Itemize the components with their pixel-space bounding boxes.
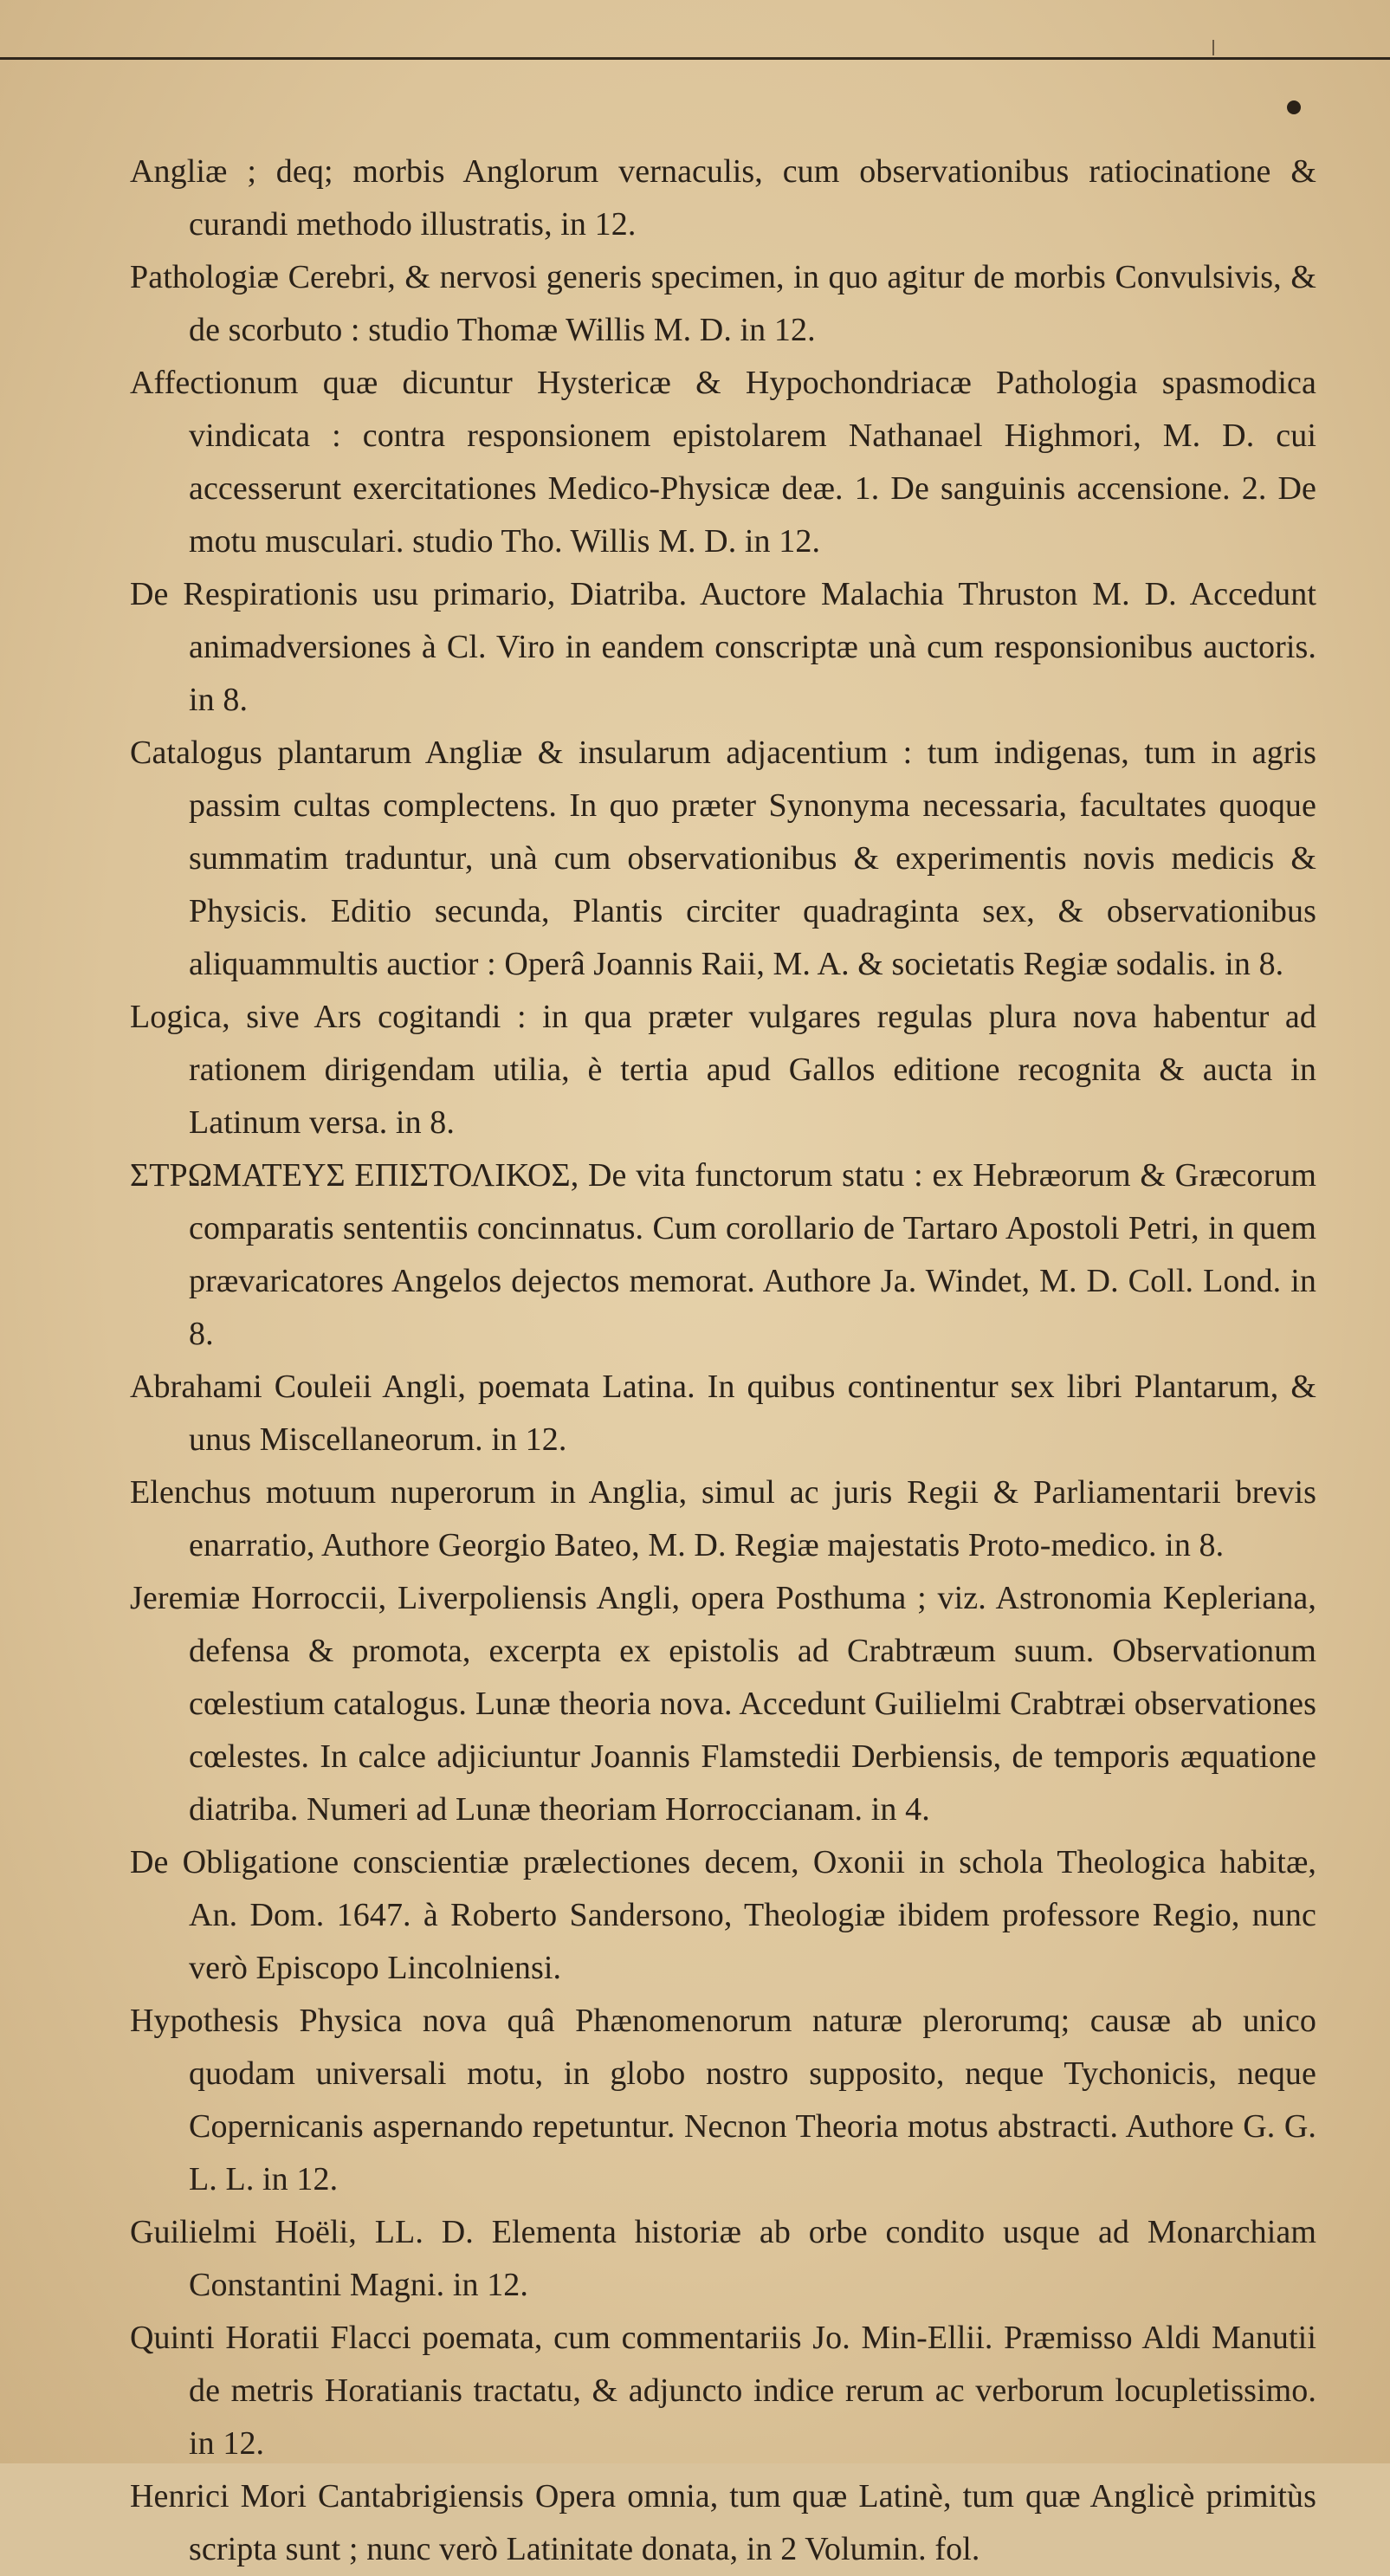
catalogue-entry: Elenchus motuum nuperorum in Anglia, simul ac juris Regii & Parliamentarii brevis enarratio, Authore Georgio Bateo, M. D. Regiæ majestatis Proto-medico. in 8.: [130, 1474, 1316, 1563]
catalogue-entry: ΣΤΡΩΜΑΤΕΥΣ ΕΠΙΣΤΟΛΙΚΟΣ, De vita functorum statu : ex Hebræorum & Græcorum comparatis sententiis concinnatus. Cum corollario de Tartaro Apostoli Petri, in quem prævaricatores Angelos dejectos memorat. Authore Ja. Windet, M. D. Coll. Lond. in 8.: [130, 1157, 1316, 1352]
ink-blot: [1287, 100, 1301, 114]
catalogue-entry: Guilielmi Hoëli, LL. D. Elementa historiæ ab orbe condito usque ad Monarchiam Constantini Magni. in 12.: [130, 2214, 1316, 2303]
catalogue-entry: Angliæ ; deq; morbis Anglorum vernaculis, cum observationibus ratiocinatione & curandi methodo illustratis, in 12.: [130, 153, 1316, 243]
catalogue-entry: Affectionum quæ dicuntur Hystericæ & Hypochondriacæ Pathologia spasmodica vindicata : contra responsionem epistolarem Nathanael Highmori, M. D. cui accesserunt exercitationes Medico-Physicæ deæ. 1. De sanguinis accensione. 2. De motu musculari. studio Tho. Willis M. D. in 12.: [130, 365, 1316, 560]
catalogue-entry: Abrahami Couleii Angli, poemata Latina. In quibus continentur sex libri Plantarum, & unus Miscellaneorum. in 12.: [130, 1369, 1316, 1458]
catalogue-entry: De Obligatione conscientiæ prælectiones decem, Oxonii in schola Theologica habitæ, An. Dom. 1647. à Roberto Sandersono, Theologiæ ibidem professore Regio, nunc verò Episcopo Lincolniensi.: [130, 1844, 1316, 1986]
catalogue-entry: Henrici Mori Cantabrigiensis Opera omnia, tum quæ Latinè, tum quæ Anglicè primitùs scripta sunt ; nunc verò Latinitate donata, in 2 Volumin. fol.: [130, 2478, 1316, 2567]
catalogue-entry: Jeremiæ Horroccii, Liverpoliensis Angli, opera Posthuma ; viz. Astronomia Kepleriana, defensa & promota, excerpta ex epistolis ad Crabtræum suum. Observationum cœlestium catalogus. Lunæ theoria nova. Accedunt Guilielmi Crabtræi observationes cœlestes. In calce adjiciuntur Joannis Flamstedii Derbiensis, de temporis æquatione diatriba. Numeri ad Lunæ theoriam Horroccianam. in 4.: [130, 1580, 1316, 1828]
catalogue-entry: Logica, sive Ars cogitandi : in qua præter vulgares regulas plura nova habentur ad rationem dirigendam utilia, è tertia apud Gallos editione recognita & aucta in Latinum versa. in 8.: [130, 999, 1316, 1141]
catalogue-entry: Catalogus plantarum Angliæ & insularum adjacentium : tum indigenas, tum in agris passim cultas complectens. In quo præter Synonyma necessaria, facultates quoque summatim traduntur, unà cum observationibus & experimentis novis medicis & Physicis. Editio secunda, Plantis circiter quadraginta sex, & observationibus aliquammultis auctior : Operâ Joannis Raii, M. A. & societatis Regiæ sodalis. in 8.: [130, 735, 1316, 982]
header-rule: [0, 57, 1390, 60]
catalogue-entry: De Respirationis usu primario, Diatriba. Auctore Malachia Thruston M. D. Accedunt animadversiones à Cl. Viro in eandem conscriptæ unà cum responsionibus auctoris. in 8.: [130, 576, 1316, 718]
catalogue-entry: Pathologiæ Cerebri, & nervosi generis specimen, in quo agitur de morbis Convulsivis, & de scorbuto : studio Thomæ Willis M. D. in 12.: [130, 259, 1316, 348]
catalogue-entries: [130, 146, 1316, 2576]
catalogue-entry: Quinti Horatii Flacci poemata, cum commentariis Jo. Min-Ellii. Præmisso Aldi Manutii de metris Horatianis tractatu, & adjuncto indice rerum ac verborum locupletissimo. in 12.: [130, 2320, 1316, 2462]
catalogue-entry: Hypothesis Physica nova quâ Phænomenorum naturæ plerorumq; causæ ab unico quodam universali motu, in globo nostro supposito, neque Tychonicis, neque Copernicanis aspernando repetuntur. Necnon Theoria motus abstracti. Authore G. G. L. L. in 12.: [130, 2003, 1316, 2197]
rule-mark: [1212, 40, 1214, 55]
